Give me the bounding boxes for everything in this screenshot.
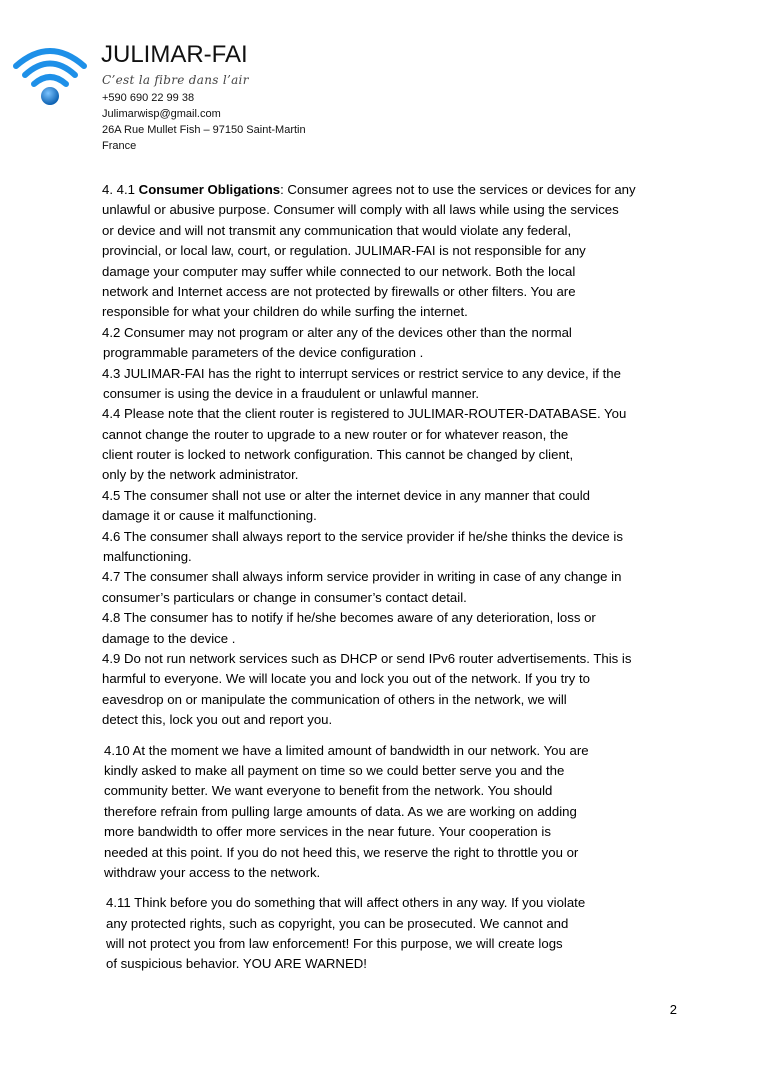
text-line: consumer is using the device in a fraudulent or unlawful manner.: [103, 385, 480, 401]
company-tagline: C’est la fibre dans l’air: [102, 73, 249, 87]
text-line: 4.3 JULIMAR-FAI has the right to interrupt services or restrict service to any device, if the: [102, 365, 621, 381]
text-line: 4.4 Please note that the client router is registered to JULIMAR-ROUTER-DATABASE. You: [102, 406, 627, 422]
text-line: network and Internet access are not protected by firewalls or other filters. You are: [102, 283, 576, 299]
text-line: needed at this point. If you do not heed this, we reserve the right to throttle you or: [104, 844, 579, 860]
section-heading: Consumer Obligations: [138, 182, 281, 197]
text-line: therefore refrain from pulling large amounts of data. As we are working on adding: [104, 803, 577, 819]
street-address: 26A Rue Mullet Fish – 97150 Saint-Martin: [102, 124, 306, 136]
text-line: any protected rights, such as copyright, you can be prosecuted. We cannot and: [106, 915, 569, 931]
paragraph-gap: [102, 883, 668, 893]
text-line: unlawful or abusive purpose. Consumer will comply with all laws while using the services: [102, 202, 619, 218]
paragraph-gap: [102, 731, 668, 741]
text-line: : Consumer agrees not to use the services or devices for any: [280, 182, 636, 197]
text-line: more bandwidth to offer more services in the near future. Your cooperation is: [104, 824, 551, 840]
wifi-logo-icon: [10, 40, 90, 108]
text-line: client router is locked to network configuration. This cannot be changed by client,: [102, 447, 574, 463]
text-line: 4.5 The consumer shall not use or alter the internet device in any manner that could: [102, 487, 590, 503]
text-line: 4.6 The consumer shall always report to the service provider if he/she thinks the device is: [102, 528, 623, 544]
text-line: malfunctioning.: [103, 549, 192, 565]
text-line: cannot change the router to upgrade to a new router or for whatever reason, the: [102, 426, 569, 442]
text-line: detect this, lock you out and report you.: [102, 712, 333, 728]
company-name: JULIMAR-FAI: [101, 41, 248, 68]
text-line: provincial, or local law, court, or regulation. JULIMAR-FAI is not responsible for any: [102, 243, 586, 259]
text-line: damage your computer may suffer while connected to our network. Both the local: [102, 263, 576, 279]
text-line: 4.11 Think before you do something that will affect others in any way. If you violate: [106, 895, 586, 911]
clause-number: 4. 4.1: [102, 182, 139, 197]
text-line: 4.9 Do not run network services such as DHCP or send IPv6 router advertisements. This is: [102, 650, 632, 666]
text-line: will not protect you from law enforcement! For this purpose, we will create logs: [106, 936, 563, 952]
text-line: of suspicious behavior. YOU ARE WARNED!: [106, 956, 367, 972]
text-line: 4.7 The consumer shall always inform service provider in writing in case of any change in: [102, 569, 622, 585]
text-line: withdraw your access to the network.: [104, 864, 321, 880]
text-line: only by the network administrator.: [102, 467, 299, 483]
text-line: harmful to everyone. We will locate you and lock you out of the network. If you try to: [102, 671, 590, 687]
text-line: responsible for what your children do while surfing the internet.: [102, 304, 468, 320]
text-line: 4.8 The consumer has to notify if he/she becomes aware of any deterioration, loss or: [102, 610, 596, 626]
text-line: 4.10 At the moment we have a limited amount of bandwidth in our network. You are: [104, 742, 589, 758]
phone-number: +590 690 22 99 38: [102, 92, 195, 104]
document-body: [102, 180, 668, 975]
email-address: Julimarwisp@gmail.com: [102, 108, 221, 120]
text-line: consumer’s particulars or change in consumer’s contact detail.: [102, 589, 467, 605]
country: France: [102, 140, 137, 152]
page-number: 2: [669, 1002, 677, 1017]
text-line: damage to the device .: [102, 630, 236, 646]
text-line: kindly asked to make all payment on time so we could better serve you and the: [104, 762, 565, 778]
section-4-1-first-line: [102, 180, 668, 200]
text-line: damage it or cause it malfunctioning.: [102, 508, 317, 524]
text-line: programmable parameters of the device configuration .: [103, 345, 424, 361]
text-line: 4.2 Consumer may not program or alter any of the devices other than the normal: [102, 324, 572, 340]
text-line: or device and will not transmit any communication that would violate any federal,: [102, 222, 572, 238]
text-line: eavesdrop on or manipulate the communication of others in the network, we will: [102, 691, 567, 707]
text-line: community better. We want everyone to benefit from the network. You should: [104, 783, 553, 799]
